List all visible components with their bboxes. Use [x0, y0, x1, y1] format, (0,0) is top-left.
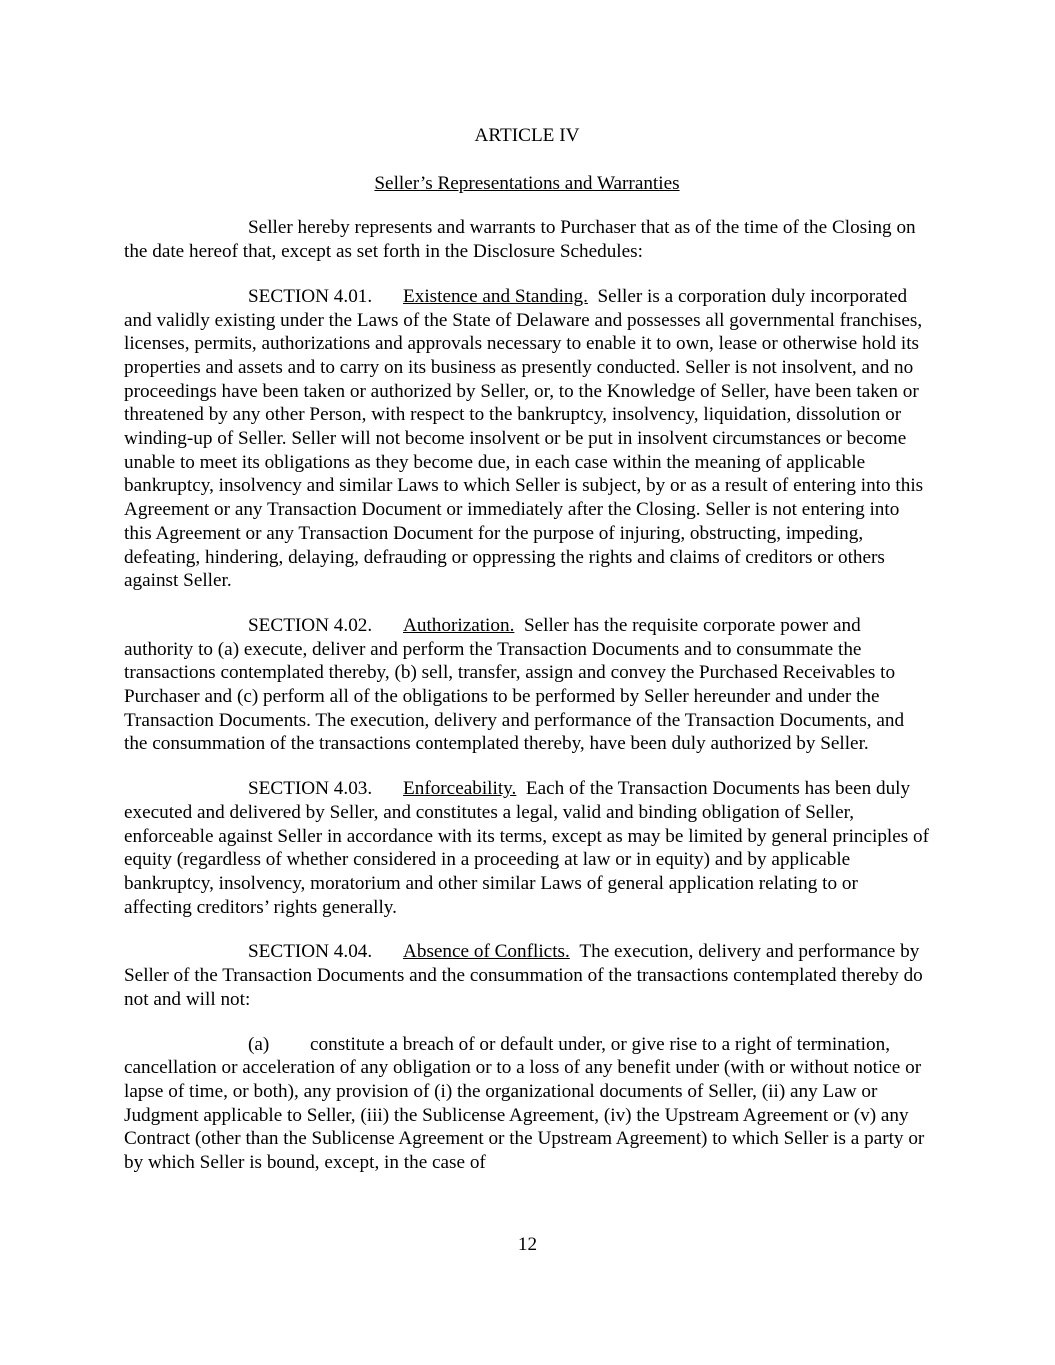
section-4-03: [124, 777, 930, 919]
subitem-label: (a): [248, 1033, 270, 1055]
subitem-a: [124, 1033, 930, 1175]
section-heading: Authorization.: [403, 614, 515, 636]
section-body: Seller is a corporation duly incorporated and validly existing under the Laws of the State of Delaware and possesses all governmental franchises, licenses, permits, authorizations and approvals necessary to enable it to own, lease or otherwise hold its properties and assets and to carry on its business as presently conducted. Seller is not insolvent, and no proceedings have been taken or authorized by Seller, or, to the Knowledge of Seller, have been taken or threatened by any other Person, with respect to the bankruptcy, insolvency, liquidation, dissolution or winding-up of Seller. Seller will not become insolvent or be put in insolvent circumstances or become unable to meet its obligations as they become due, in each case within the meaning of applicable bankruptcy, insolvency and similar Laws to which Seller is subject, by or as a result of entering into this Agreement or any Transaction Document or immediately after the Closing. Seller is not entering into this Agreement or any Transaction Document for the purpose of injuring, obstructing, impeding, defeating, hindering, delaying, defrauding or oppressing the rights and claims of creditors or others against Seller.: [124, 285, 924, 592]
article-subtitle: Seller’s Representations and Warranties: [374, 172, 680, 194]
intro-paragraph: Seller hereby represents and warrants to Purchaser that as of the time of the Closing on the date hereof that, except as set forth in the Disclosure Schedules:: [124, 217, 916, 263]
section-number: SECTION 4.02.: [248, 614, 373, 636]
section-number: SECTION 4.04.: [248, 941, 373, 963]
section-body: Seller has the requisite corporate power and authority to (a) execute, deliver and perform the Transaction Documents and to consummate the transactions contemplated thereby, (b) sell, transfer, assign and convey the Purchased Receivables to Purchaser and (c) perform all of the obligations to be performed by Seller hereunder and under the Transaction Documents. The execution, delivery and performance of the Transaction Documents, and the consummation of the transactions contemplated thereby, have been duly authorized by Seller.: [124, 614, 905, 755]
section-heading: Enforceability.: [403, 778, 517, 800]
section-heading: Existence and Standing.: [403, 285, 588, 307]
page-number: 12: [517, 1234, 538, 1255]
subitem-body: constitute a breach of or default under, or give rise to a right of termination, cancellation or acceleration of any obligation or to a loss of any benefit under (with or without notice or lapse of time, or both), any provision of (i) the organizational documents of Seller, (ii) any Law or Judgment applicable to Seller, (iii) the Sublicense Agreement, (iv) the Upstream Agreement or (v) any Contract (other than the Sublicense Agreement or the Upstream Agreement) to which Seller is a party or by which Seller is bound, except, in the case of: [124, 1033, 925, 1174]
section-body: Each of the Transaction Documents has been duly executed and delivered by Seller, and constitutes a legal, valid and binding obligation of Seller, enforceable against Seller in accordance with its terms, except as may be limited by general principles of equity (regardless of whether considered in a proceeding at law or in equity) and by applicable bankruptcy, insolvency, moratorium and other similar Laws of general application relating to or affecting creditors’ rights generally.: [124, 778, 930, 918]
section-4-02: [124, 614, 930, 756]
section-4-04: [124, 940, 930, 1011]
article-title: ARTICLE IV: [474, 125, 580, 146]
section-body: The execution, delivery and performance by Seller of the Transaction Documents and the consummation of the transactions contemplated thereby do not and will not:: [124, 941, 923, 1010]
section-4-01: [124, 285, 930, 593]
section-number: SECTION 4.01.: [248, 285, 373, 307]
section-heading: Absence of Conflicts.: [403, 941, 570, 963]
document-page: [124, 124, 930, 1175]
section-number: SECTION 4.03.: [248, 778, 373, 800]
